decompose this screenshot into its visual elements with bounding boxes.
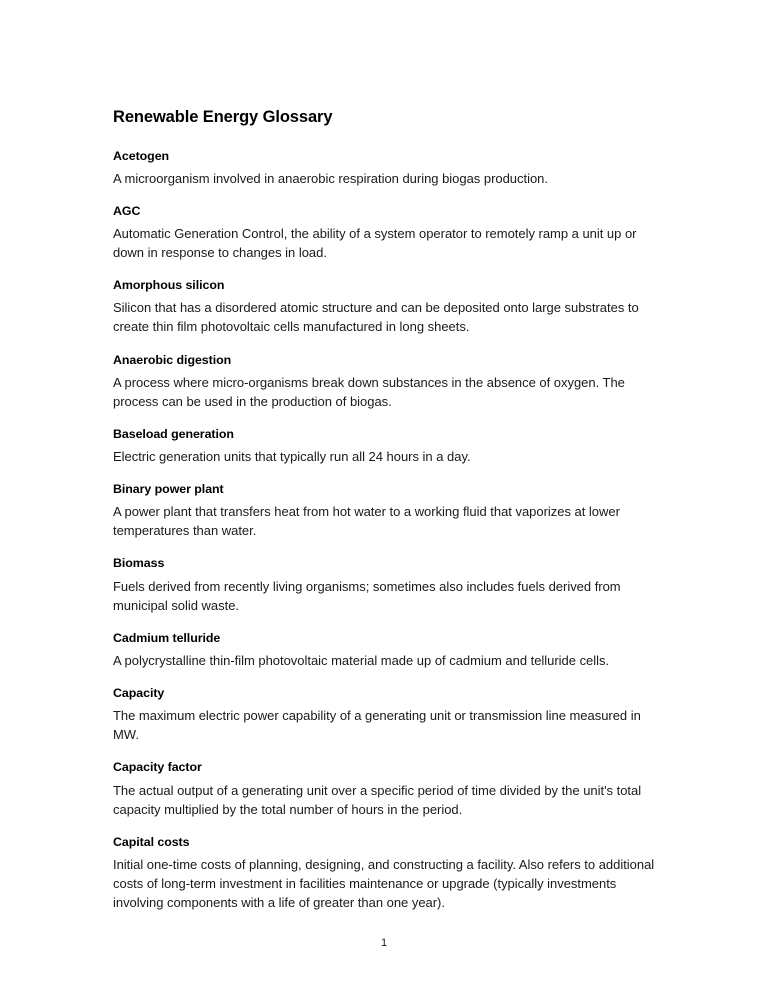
glossary-definition: Fuels derived from recently living organisms; sometimes also includes fuels derived from municipal solid waste. [113,578,621,613]
glossary-definition: The actual output of a generating unit over a specific period of time divided by the unit's total capacity multiplied by the total number of hours in the period. [113,782,642,817]
glossary-term: Amorphous silicon [113,278,225,293]
glossary-definition: A polycrystalline thin-film photovoltaic material made up of cadmium and telluride cells. [113,652,610,668]
glossary-entry [113,426,657,466]
glossary-term: Baseload generation [113,426,234,441]
glossary-entry [113,685,657,744]
glossary-term: Cadmium telluride [113,630,221,645]
glossary-entry [113,834,657,912]
page-title: Renewable Energy Glossary [113,108,333,126]
glossary-entry [113,555,657,614]
glossary-entry [113,352,657,411]
glossary-entry [113,759,657,818]
glossary-entry [113,277,657,336]
document-body [113,107,657,912]
glossary-term: AGC [113,203,141,218]
glossary-term: Capacity [113,686,165,701]
glossary-entry-list [113,148,657,913]
glossary-definition: A power plant that transfers heat from hot water to a working fluid that vaporizes at lower temperatures than water. [113,504,620,539]
glossary-definition: Automatic Generation Control, the ability of a system operator to remotely ramp a unit up or down in response to changes in load. [113,225,637,261]
glossary-term: Capacity factor [113,760,202,775]
glossary-entry [113,148,657,188]
glossary-term: Capital costs [113,834,190,849]
glossary-entry [113,203,657,262]
glossary-term: Anaerobic digestion [113,352,232,367]
glossary-term: Binary power plant [113,482,224,497]
glossary-definition: The maximum electric power capability of a generating unit or transmission line measured in MW. [113,708,641,743]
glossary-definition: A process where micro-organisms break down substances in the absence of oxygen. The process can be used in the production of biogas. [113,374,625,409]
glossary-term: Acetogen [113,148,170,163]
glossary-definition: Electric generation units that typically run all 24 hours in a day. [113,449,471,465]
glossary-entry [113,481,657,540]
page-number: 1 [380,937,388,949]
glossary-definition: A microorganism involved in anaerobic respiration during biogas production. [113,170,548,186]
glossary-definition: Initial one-time costs of planning, designing, and constructing a facility. Also refers to additional costs of long-term investment in facilities maintenance or upgrade (typically investments involving components with a life of greater than one year). [113,856,655,911]
glossary-definition: Silicon that has a disordered atomic structure and can be deposited onto large substrates to create thin film photovoltaic cells manufactured in long sheets. [113,300,639,335]
glossary-term: Biomass [113,556,165,571]
glossary-entry [113,630,657,670]
page-footer [0,933,768,951]
